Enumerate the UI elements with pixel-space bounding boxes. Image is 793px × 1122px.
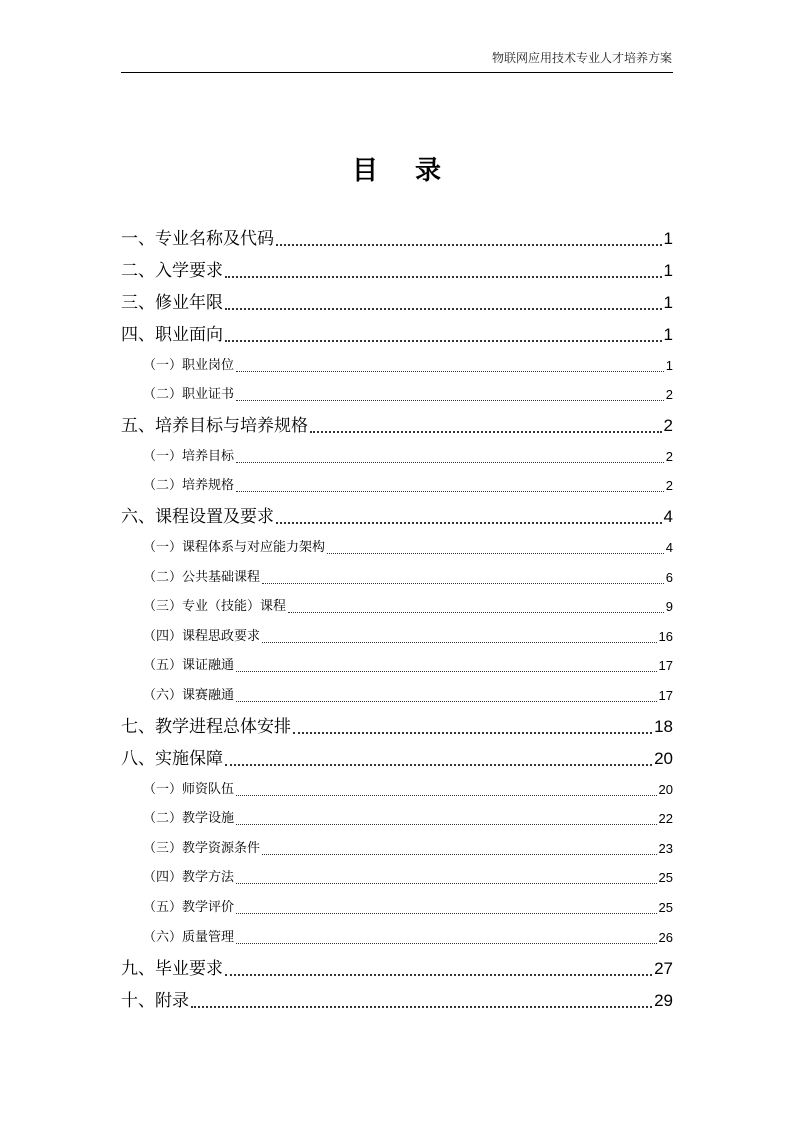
toc-title: 目 录 [351,156,456,186]
toc-entry-section[interactable] [121,408,673,440]
toc-entry-page-number: 1 [665,357,673,373]
toc-leader-dots [276,244,662,246]
toc-entry-subsection[interactable] [121,891,673,921]
toc-entry-subsection[interactable] [121,679,673,709]
toc-leader-dots [225,764,652,766]
toc-entry-subsection[interactable] [121,379,673,409]
toc-entry-label: 十、附录 [121,990,189,1011]
toc-entry-subsection[interactable] [121,440,673,470]
toc-leader-dots [236,795,657,796]
toc-entry-page-number: 20 [658,781,673,797]
toc-entry-label: （二）培养规格 [143,478,235,494]
toc-entry-label: （二）职业证书 [143,387,235,403]
toc-entry-subsection[interactable] [121,620,673,650]
toc-entry-page-number: 2 [665,387,673,403]
toc-entry-page-number: 1 [663,325,673,344]
toc-entry-page-number: 2 [665,478,673,494]
toc-entry-page-number: 1 [663,293,673,312]
toc-leader-dots [262,854,657,855]
running-header: 物联网应用技术专业人才培养方案 [491,51,672,65]
toc-entry-subsection[interactable] [121,832,673,862]
toc-entry-label: 二、入学要求 [121,261,223,281]
toc-leader-dots [276,522,662,524]
toc-entry-section[interactable] [121,983,673,1015]
toc-entry-page-number: 2 [663,416,673,436]
toc-leader-dots [236,913,657,914]
toc-entry-label: （一）培养目标 [143,448,235,464]
toc-entry-section[interactable] [121,221,673,253]
toc-entry-section[interactable] [121,285,673,317]
toc-entry-label: 五、培养目标与培养规格 [121,416,308,437]
toc-leader-dots [225,974,652,976]
toc-entry-subsection[interactable] [121,650,673,680]
toc-entry-page-number: 4 [665,539,673,555]
toc-entry-label: （一）职业岗位 [143,357,235,373]
toc-leader-dots [236,943,657,944]
toc-entry-page-number: 20 [654,748,673,768]
toc-leader-dots [327,553,664,554]
toc-leader-dots [262,583,664,584]
toc-leader-dots [225,276,662,278]
toc-entry-subsection[interactable] [121,803,673,833]
toc-entry-page-number: 23 [658,840,673,856]
toc-entry-section[interactable] [121,499,673,531]
toc-entry-label: （六）课赛融通 [143,687,235,703]
toc-leader-dots [236,371,664,372]
toc-entry-page-number: 1 [663,261,673,280]
toc-entry-page-number: 26 [658,929,673,945]
toc-entry-section[interactable] [121,317,673,349]
toc-entry-label: 七、教学进程总体安排 [121,716,291,737]
toc-entry-page-number: 6 [665,569,673,585]
toc-leader-dots [225,340,662,342]
toc-leader-dots [191,1006,652,1008]
toc-leader-dots [236,491,664,492]
toc-entry-label: （五）教学评价 [143,899,235,915]
table-of-contents [121,221,673,1015]
header-rule [121,72,673,73]
toc-entry-label: （二）公共基础课程 [143,569,261,585]
toc-entry-subsection[interactable] [121,349,673,379]
toc-entry-label: 九、毕业要求 [121,958,223,979]
toc-leader-dots [236,400,664,401]
toc-entry-label: （一）师资队伍 [143,781,235,797]
toc-entry-page-number: 17 [658,658,673,674]
toc-entry-page-number: 29 [654,990,673,1010]
toc-entry-label: （二）教学设施 [143,811,235,827]
toc-leader-dots [236,671,657,672]
toc-entry-page-number: 25 [658,899,673,915]
toc-entry-page-number: 9 [665,599,673,615]
toc-entry-section[interactable] [121,709,673,741]
toc-entry-section[interactable] [121,253,673,285]
toc-entry-page-number: 27 [654,958,673,978]
toc-entry-label: 四、职业面向 [121,325,223,345]
toc-entry-page-number: 17 [658,687,673,703]
toc-entry-page-number: 22 [658,811,673,827]
toc-entry-page-number: 25 [658,870,673,886]
toc-entry-subsection[interactable] [121,470,673,500]
toc-leader-dots [288,612,664,613]
toc-entry-label: 一、专业名称及代码 [121,229,274,249]
toc-entry-label: （四）课程思政要求 [143,628,261,644]
toc-entry-page-number: 16 [658,628,673,644]
toc-entry-label: 三、修业年限 [121,293,223,313]
toc-entry-page-number: 2 [665,448,673,464]
toc-entry-label: 八、实施保障 [121,748,223,769]
toc-entry-page-number: 1 [663,229,673,248]
toc-entry-page-number: 18 [654,716,673,736]
toc-entry-subsection[interactable] [121,862,673,892]
toc-entry-section[interactable] [121,741,673,773]
toc-leader-dots [262,642,657,643]
toc-entry-label: （三）教学资源条件 [143,840,261,856]
toc-leader-dots [225,308,662,310]
toc-leader-dots [236,824,657,825]
toc-entry-label: （五）课证融通 [143,658,235,674]
toc-entry-section[interactable] [121,951,673,983]
toc-entry-subsection[interactable] [121,531,673,561]
toc-entry-page-number: 4 [663,507,673,527]
toc-entry-subsection[interactable] [121,921,673,951]
toc-entry-label: 六、课程设置及要求 [121,507,274,528]
toc-entry-label: （一）课程体系与对应能力架构 [143,539,326,555]
toc-leader-dots [236,462,664,463]
toc-leader-dots [236,701,657,702]
toc-entry-subsection[interactable] [121,773,673,803]
toc-entry-label: （六）质量管理 [143,929,235,945]
toc-entry-label: （四）教学方法 [143,870,235,886]
toc-leader-dots [310,431,662,433]
toc-leader-dots [293,732,652,734]
toc-entry-subsection[interactable] [121,561,673,591]
toc-entry-label: （三）专业（技能）课程 [143,599,287,615]
toc-leader-dots [236,883,657,884]
toc-entry-subsection[interactable] [121,591,673,621]
